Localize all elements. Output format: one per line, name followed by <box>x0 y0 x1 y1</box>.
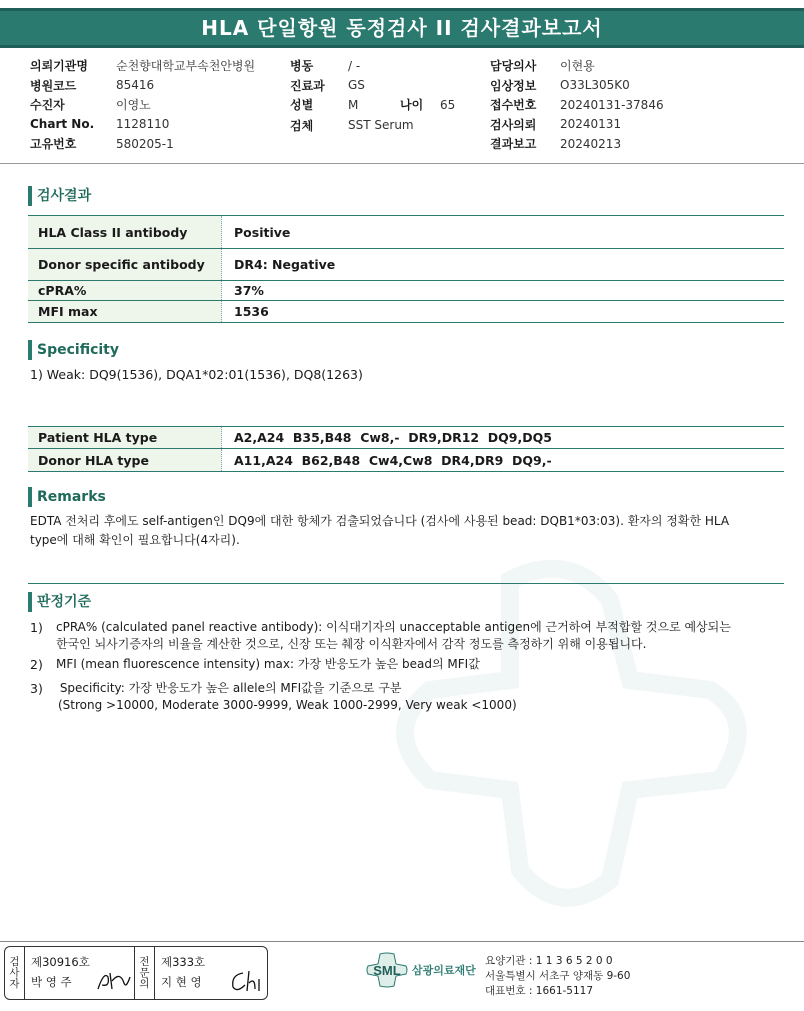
results-table <box>28 215 784 323</box>
criteria-line: MFI (mean fluorescence intensity) max: 가장 반응도가 높은 bead의 MFI값 <box>56 657 480 671</box>
hdr-label: 검체 <box>290 118 314 133</box>
hdr-value: / - <box>348 58 361 73</box>
specificity-section-title: Specificity <box>28 340 119 360</box>
criteria-item <box>30 680 517 714</box>
label-char: 자 <box>9 977 20 990</box>
row-label: Donor specific antibody <box>28 249 222 280</box>
label-char: 의 <box>139 977 150 990</box>
row-value: DR4: Negative <box>234 257 336 272</box>
inst-address: 서울특별시 서초구 양재동 9-60 <box>485 970 631 982</box>
label-char: 사 <box>9 966 20 979</box>
hdr-value: 85416 <box>116 78 155 93</box>
hdr-value: O33L305K0 <box>560 78 630 93</box>
report-title: HLA 단일항원 동정검사 II 검사결과보고서 <box>0 8 804 48</box>
sml-logo-icon <box>366 952 408 988</box>
tester-block <box>5 947 135 999</box>
table-row <box>28 301 784 322</box>
criteria-section-title: 판정기준 <box>28 592 91 612</box>
hdr-label: 진료과 <box>290 78 325 93</box>
row-label: MFI max <box>28 301 222 322</box>
sml-logo <box>366 952 476 988</box>
logo-mark-text: SML <box>373 963 401 978</box>
hdr-value: 20240131-37846 <box>560 97 664 112</box>
tester-license: 제30916호 <box>31 955 90 969</box>
criteria-line: (Strong >10000, Moderate 3000-9999, Weak 1000-2999, Very weak <1000) <box>58 698 517 712</box>
hdr-label: 의뢰기관명 <box>30 59 88 74</box>
hdr-label: 결과보고 <box>490 137 537 152</box>
specialist-block <box>135 947 267 999</box>
criteria-line: 한국인 뇌사기증자의 비율을 계산한 것으로, 신장 또는 췌장 이식환자에서 감작 정도를 측정하기 위해 이용됩니다. <box>56 637 647 651</box>
hdr-label: 수진자 <box>30 98 65 113</box>
specialist-license: 제333호 <box>161 955 206 969</box>
row-label: cPRA% <box>28 281 222 300</box>
criteria-separator <box>28 583 784 584</box>
criteria-num: 3) <box>30 681 43 696</box>
specialist-label <box>135 947 155 999</box>
hdr-label: 담당의사 <box>490 59 537 74</box>
hdr-value: 580205-1 <box>116 136 174 151</box>
hdr-value: SST Serum <box>348 118 414 132</box>
header-col-3 <box>490 56 664 154</box>
inst-code: 요양기관 : 1 1 3 6 5 2 0 0 <box>485 955 613 967</box>
table-row <box>28 216 784 249</box>
hdr-value: 20240213 <box>560 136 622 151</box>
criteria-num: 1) <box>30 620 43 635</box>
tester-label <box>5 947 25 999</box>
hdr-value: M <box>348 97 359 112</box>
hdr-label: 검사의뢰 <box>490 117 537 132</box>
watermark-cross-icon <box>380 560 760 920</box>
institution-info <box>485 954 630 999</box>
row-value: A2,A24 B35,B48 Cw8,- DR9,DR12 DQ9,DQ5 <box>234 430 552 445</box>
criteria-item <box>30 619 731 653</box>
specialist-name: 지 현 영 <box>161 975 202 989</box>
typing-table <box>28 426 784 472</box>
row-value: 1536 <box>234 304 269 319</box>
hdr-value: GS <box>348 78 365 93</box>
hdr-value: 1128110 <box>116 117 170 132</box>
hdr-label: 고유번호 <box>30 137 77 152</box>
hdr-value: 20240131 <box>560 117 622 132</box>
table-row <box>28 427 784 449</box>
criteria-line: Specificity: 가장 반응도가 높은 allele의 MFI값을 기준으로 구분 <box>56 681 402 695</box>
tester-name: 박 영 주 <box>31 975 72 989</box>
hdr-value: 순천향대학교부속천안병원 <box>116 59 256 74</box>
row-label: Patient HLA type <box>28 427 222 448</box>
row-label: Donor HLA type <box>28 449 222 471</box>
specialist-signature-icon <box>229 969 265 995</box>
remarks-line-1: EDTA 전처리 후에도 self-antigen인 DQ9에 대한 항체가 검출되었습니다 (검사에 사용된 bead: DQB1*03:03). 환자의 정확한 HLA <box>30 514 730 528</box>
inst-phone: 대표번호 : 1661-5117 <box>485 985 594 997</box>
table-row <box>28 449 784 471</box>
row-value: Positive <box>234 224 291 240</box>
hdr-label: 임상정보 <box>490 78 537 93</box>
hdr-label: 병원코드 <box>30 78 77 93</box>
hdr-label: 접수번호 <box>490 98 537 113</box>
row-value: 37% <box>234 283 264 298</box>
tester-signature-icon <box>96 969 132 993</box>
hdr-value: 이현용 <box>560 59 595 74</box>
header-separator <box>0 163 804 164</box>
label-char: 검 <box>9 955 20 968</box>
header-col-1 <box>30 56 255 154</box>
hdr-label: 나이 <box>400 98 424 113</box>
results-section-title: 검사결과 <box>28 186 91 206</box>
label-char: 전 <box>139 955 150 968</box>
specificity-text: 1) Weak: DQ9(1536), DQA1*02:01(1536), DQ8(1263) <box>30 367 363 382</box>
table-row <box>28 249 784 281</box>
signature-box <box>4 946 268 1000</box>
hdr-value: 이영노 <box>116 98 151 113</box>
hdr-label: Chart No. <box>30 117 95 132</box>
row-value: A11,A24 B62,B48 Cw4,Cw8 DR4,DR9 DQ9,- <box>234 452 552 468</box>
label-char: 문 <box>139 966 150 979</box>
hdr-value: 65 <box>440 97 456 112</box>
logo-name: 삼광의료재단 <box>412 964 476 977</box>
header-col-2 <box>290 56 455 136</box>
table-row <box>28 281 784 301</box>
hdr-label: 병동 <box>290 59 314 74</box>
criteria-item <box>30 656 480 673</box>
criteria-num: 2) <box>30 657 43 672</box>
row-label: HLA Class II antibody <box>28 216 222 248</box>
remarks-line-2: type에 대해 확인이 필요합니다(4자리). <box>30 533 240 547</box>
criteria-line: cPRA% (calculated panel reactive antibody): 이식대기자의 unacceptable antigen에 근거하여 부적합할 것으로 예상되는 <box>56 620 731 634</box>
remarks-section-title: Remarks <box>28 487 106 507</box>
hdr-label: 성별 <box>290 98 314 113</box>
footer-separator <box>0 941 804 942</box>
